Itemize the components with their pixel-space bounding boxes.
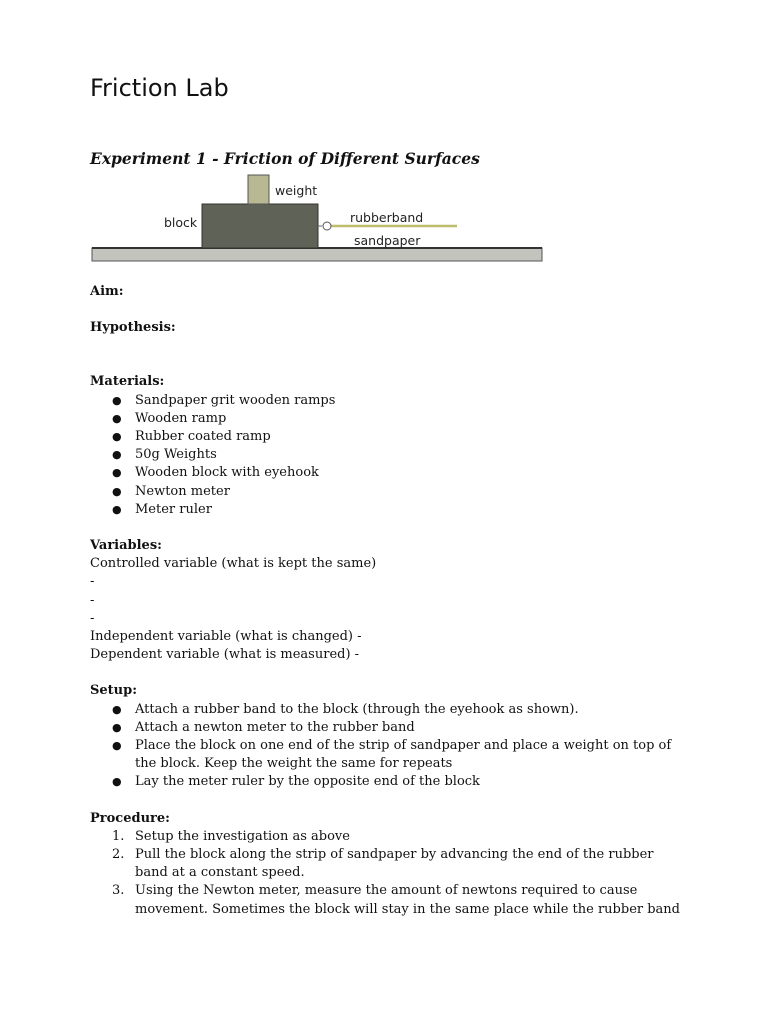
spacer xyxy=(90,664,690,682)
dependent-variable-line: Dependent variable (what is measured) - xyxy=(90,647,360,663)
sandpaper-label: sandpaper xyxy=(354,233,421,248)
list-item xyxy=(90,773,690,791)
weight-shape xyxy=(248,175,269,204)
spacer xyxy=(90,792,690,810)
variables-label: Variables: xyxy=(90,538,162,554)
list-item-text: Pull the block along the strip of sandpaper by advancing the end of the rubber band at a constant speed. xyxy=(135,847,654,881)
list-item-text: Rubber coated ramp xyxy=(135,429,271,445)
weight-label: weight xyxy=(275,183,318,198)
list-item xyxy=(90,410,690,428)
list-item xyxy=(90,719,690,737)
block-label: block xyxy=(164,215,198,230)
materials-list xyxy=(90,392,690,519)
bullet-icon: ● xyxy=(112,775,122,789)
bullet-icon: ● xyxy=(112,502,122,516)
block-shape xyxy=(202,204,318,248)
bullet-icon: ● xyxy=(112,466,122,480)
list-item-text: Wooden ramp xyxy=(135,410,227,426)
controlled-variable-blank: - xyxy=(90,592,95,608)
list-item xyxy=(90,737,690,773)
setup-label: Setup: xyxy=(90,683,138,699)
list-item xyxy=(90,483,690,501)
controlled-variable-line: Controlled variable (what is kept the same) xyxy=(90,556,377,572)
bullet-icon: ● xyxy=(112,484,122,498)
eyehook-icon xyxy=(323,222,331,230)
spacer xyxy=(90,337,690,373)
independent-variable-line: Independent variable (what is changed) - xyxy=(90,629,362,645)
bullet-icon: ● xyxy=(112,430,122,444)
list-item xyxy=(90,428,690,446)
controlled-variable-blank: - xyxy=(90,574,95,590)
spacer xyxy=(90,519,690,537)
bullet-icon: ● xyxy=(112,702,122,716)
controlled-variable-blank: - xyxy=(90,610,95,626)
materials-label: Materials: xyxy=(90,374,165,390)
bullet-icon: ● xyxy=(112,448,122,462)
friction-setup-diagram xyxy=(88,170,548,266)
step-number: 2. xyxy=(112,847,125,863)
list-item-text: Place the block on one end of the strip of sandpaper and place a weight on top of the block. Keep the weight the same for repeats xyxy=(135,738,672,772)
procedure-list xyxy=(90,828,690,919)
list-item xyxy=(90,846,690,882)
list-item-text: 50g Weights xyxy=(135,447,217,463)
document-body xyxy=(90,283,690,919)
list-item-text: Attach a rubber band to the block (through the eyehook as shown). xyxy=(135,701,579,717)
list-item xyxy=(90,446,690,464)
setup-list xyxy=(90,701,690,792)
list-item-text: Setup the investigation as above xyxy=(135,828,350,844)
spacer xyxy=(90,301,690,319)
list-item-text: Sandpaper grit wooden ramps xyxy=(135,392,336,408)
bullet-icon: ● xyxy=(112,739,122,753)
list-item xyxy=(90,392,690,410)
list-item-text: Lay the meter ruler by the opposite end of the block xyxy=(135,774,480,790)
bullet-icon: ● xyxy=(112,393,122,407)
list-item xyxy=(90,701,690,719)
list-item xyxy=(90,882,690,918)
experiment-heading: Experiment 1 - Friction of Different Surfaces xyxy=(90,149,480,168)
list-item-text: Attach a newton meter to the rubber band xyxy=(135,719,415,735)
rubberband-label: rubberband xyxy=(350,210,424,225)
sandpaper-surface xyxy=(92,248,542,261)
aim-label: Aim: xyxy=(90,284,124,299)
bullet-icon: ● xyxy=(112,411,122,425)
procedure-label: Procedure: xyxy=(90,810,170,826)
hypothesis-label: Hypothesis: xyxy=(90,320,176,336)
list-item xyxy=(90,464,690,482)
page-title: Friction Lab xyxy=(90,74,229,102)
list-item-text: Newton meter xyxy=(135,483,230,499)
step-number: 3. xyxy=(112,883,125,899)
list-item-text: Meter ruler xyxy=(135,501,212,517)
list-item-text: Wooden block with eyehook xyxy=(135,465,319,481)
list-item xyxy=(90,501,690,519)
list-item xyxy=(90,828,690,846)
list-item-text: Using the Newton meter, measure the amount of newtons required to cause movement. Sometimes the block will stay in the same place while the rubber band xyxy=(135,883,681,917)
step-number: 1. xyxy=(112,828,125,844)
bullet-icon: ● xyxy=(112,720,122,734)
